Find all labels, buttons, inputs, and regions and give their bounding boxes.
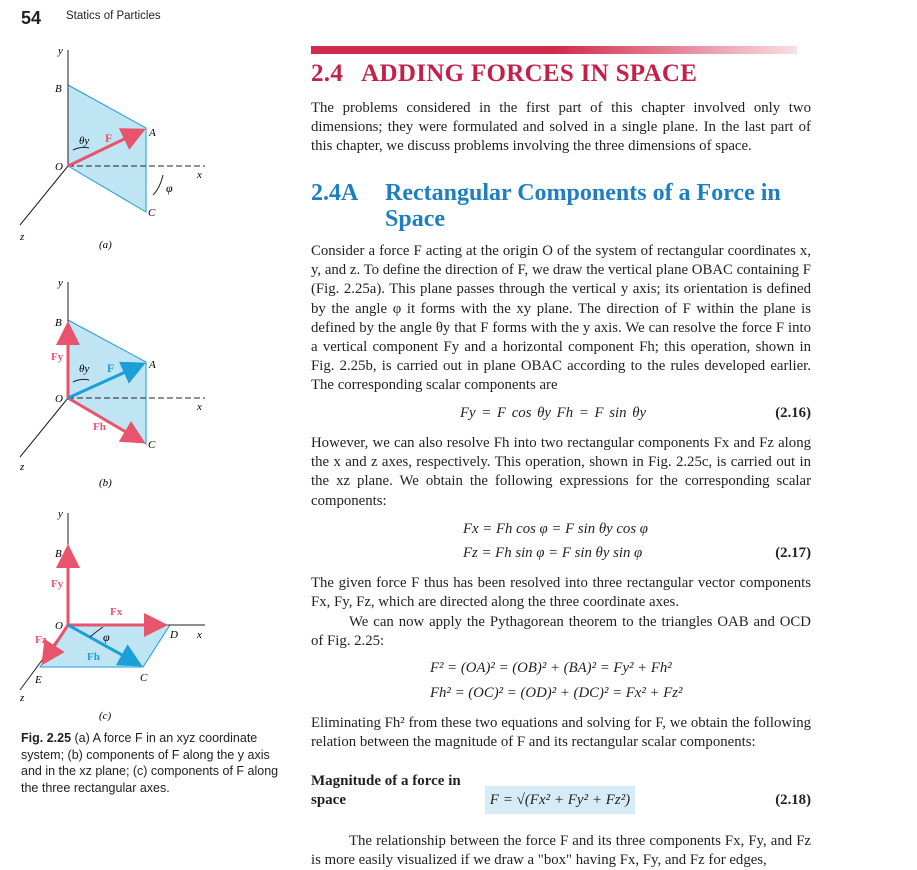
figure-2-25a	[15, 40, 215, 250]
paragraph-3: The given force F thus has been resolved into three rectangular vector components Fx, Fy, Fz, which are directed along the three coordinate axes.	[311, 575, 811, 611]
y-axis-label: y	[58, 277, 63, 289]
y-axis-label: y	[58, 508, 63, 520]
fx-label: Fx	[110, 606, 123, 618]
page-number: 54	[21, 8, 42, 28]
equation-number-2-18: (2.18)	[775, 792, 811, 808]
sub-label-c: (c)	[99, 710, 112, 722]
x-axis-label: x	[197, 629, 202, 641]
paragraph-1: Consider a force F acting at the origin O of the system of rectangular coordinates x, y, and z. To define the direction of F, we draw the vertical plane OBAC containing F (Fig. 2.25a). This plane passes through the vertical y axis; its orientation is defined by the angle φ it forms with the xy plane. The direction of F within the plane is defined by the angle θy that F forms with the y axis. We can resolve the force F into a vertical component Fy and a horizontal component Fh; this operation, shown in Fig. 2.25b, is carried out in plane OBAC according to the rules developed earlier. The corresponding scalar components are	[311, 243, 811, 394]
z-axis-label: z	[20, 461, 25, 473]
point-b-label: B	[55, 317, 62, 329]
x-axis-label: x	[197, 169, 202, 181]
z-axis-label: z	[20, 692, 25, 704]
equation-number-2-17: (2.17)	[775, 545, 811, 561]
figure-2-25b	[15, 272, 215, 494]
origin-label: O	[55, 620, 63, 632]
section-title-bar	[311, 46, 797, 54]
equation-number-2-16: (2.16)	[775, 405, 811, 421]
phi-label: φ	[166, 181, 173, 195]
origin-label: O	[55, 161, 63, 173]
subsection-number: 2.4A	[311, 180, 359, 206]
point-c-label: C	[140, 672, 148, 684]
equation-pythagoras-1: F² = (OA)² = (OB)² + (BA)² = Fy² + Fh²	[430, 660, 672, 676]
side-heading: Magnitude of a force in space	[311, 773, 461, 808]
section-title	[311, 60, 697, 88]
caption-text: (a) A force F in an xyz coordinate system; (b) components of F along the y axis and in the xz plane; (c) components of F along the three rectangular axes.	[21, 731, 279, 795]
fh-label: Fh	[87, 651, 100, 663]
paragraph-6: The relationship between the force F and its three components Fx, Fy, and Fz is more easily visualized if we draw a "box" having Fx, Fy, and Fz for edges,	[311, 833, 811, 869]
paragraph-2: However, we can also resolve Fh into two rectangular components Fx and Fz along the x and z axes, respectively. This operation, shown in Fig. 2.25c, is carried out in the xz plane. We obtain the following expressions for the corresponding scalar components:	[311, 435, 811, 509]
z-axis	[20, 166, 68, 225]
point-c-label: C	[148, 439, 156, 451]
x-axis-label: x	[197, 401, 202, 413]
equation-2-17-line-1: Fx = Fh cos φ = F sin θy cos φ	[463, 521, 648, 537]
running-title: Statics of Particles	[66, 10, 161, 22]
sub-label-a: (a)	[99, 239, 112, 250]
point-c-label: C	[148, 207, 156, 219]
theta-y-label: θy	[79, 135, 90, 147]
point-b-label: B	[55, 83, 62, 95]
fz-label: Fz	[35, 634, 47, 646]
theta-y-label: θy	[79, 363, 90, 375]
force-f-label: F	[107, 361, 115, 375]
section-title-text: ADDING FORCES IN SPACE	[361, 60, 698, 87]
sub-label-b: (b)	[99, 477, 112, 489]
equation-pythagoras-2: Fh² = (OC)² = (OD)² + (DC)² = Fx² + Fz²	[430, 685, 683, 701]
subsection-title-text: Rectangular Components of a Force in Space	[385, 180, 781, 232]
point-b-label: B	[55, 548, 62, 560]
point-a-label: A	[149, 127, 156, 139]
intro-paragraph: The problems considered in the first part of this chapter involved only two dimensions; they were formulated and solved in a single plane. In the last part of this chapter, we discuss problems involving the three dimensions of space.	[311, 100, 811, 155]
force-f-label: F	[105, 131, 113, 145]
plane-obac	[68, 320, 146, 444]
paragraph-5: Eliminating Fh² from these two equations and solving for F, we obtain the following relation between the magnitude of F and its rectangular scalar components:	[311, 715, 811, 751]
phi-arc	[153, 175, 163, 195]
equation-2-17-line-2: Fz = Fh sin φ = F sin θy sin φ	[463, 545, 643, 561]
point-d-label: D	[170, 629, 178, 641]
phi-label: φ	[103, 630, 110, 644]
equation-2-18: F = √(Fx² + Fy² + Fz²)	[485, 786, 635, 814]
fh-label: Fh	[93, 421, 106, 433]
fy-label: Fy	[51, 578, 64, 590]
section-number: 2.4	[311, 60, 344, 87]
point-e-label: E	[35, 674, 42, 686]
y-axis-label: y	[58, 45, 63, 57]
z-axis	[20, 398, 68, 457]
figure-caption	[21, 730, 291, 796]
figure-2-25c	[15, 505, 215, 727]
fy-label: Fy	[51, 351, 64, 363]
origin-label: O	[55, 393, 63, 405]
paragraph-4: We can now apply the Pythagorean theorem to the triangles OAB and OCD of Fig. 2.25:	[311, 614, 811, 650]
caption-label: Fig. 2.25	[21, 731, 72, 745]
equation-2-16: Fy = F cos θy Fh = F sin θy	[460, 405, 647, 421]
point-a-label: A	[149, 359, 156, 371]
z-axis-label: z	[20, 231, 25, 243]
